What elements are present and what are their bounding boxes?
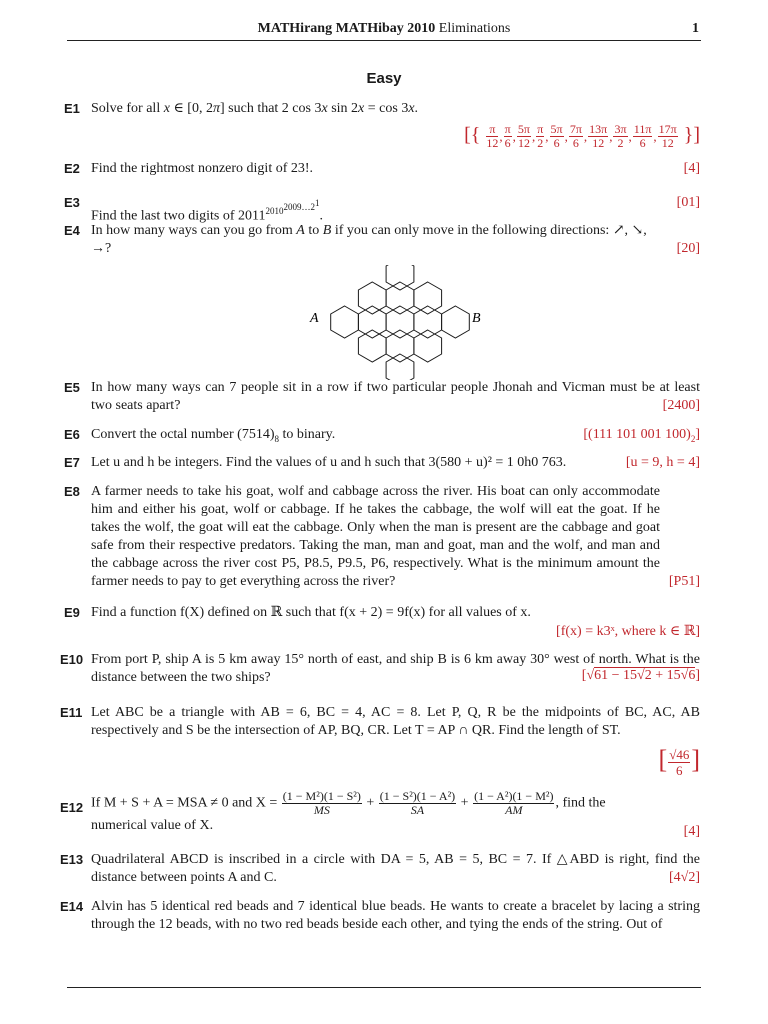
problem-e12 — [60, 789, 700, 839]
problem-text: In how many ways can 7 people sit in a row if two particular people Jhonah and Vicman must be at least two seats apart? — [91, 380, 700, 413]
problem-label: E8 — [64, 484, 80, 499]
problem-answer: [20] — [676, 241, 700, 256]
problem-answer: [4√2] — [668, 870, 700, 885]
problem-text: From port P, ship A is 5 km away 15° north of east, and ship B is 6 km away 30° west of north. What is the distance between the two ships? — [91, 652, 700, 685]
answer-fraction: $\frac{\pi}{12}$ — [486, 121, 499, 150]
problem-answer: [2400] — [662, 398, 700, 413]
problem-e13 — [60, 851, 700, 887]
problem-label: E2 — [64, 161, 80, 176]
answer-fraction: $\frac{\pi}{6}$ — [504, 121, 511, 150]
hexagon-cell — [386, 265, 414, 290]
problem-e14 — [60, 898, 700, 934]
problem-label: E14 — [60, 899, 84, 914]
hexagon-cell — [386, 330, 414, 362]
page-footer-rule — [67, 987, 701, 988]
hexagon-cell — [386, 354, 414, 380]
answer-fraction: $\frac{3\pi}{2}$ — [614, 121, 627, 150]
problem-text: In how many ways can you go from A to B if you can only move in the following directions: ↗, ↘, →? — [91, 223, 647, 256]
problem-label: E3 — [64, 195, 80, 210]
problem-answer: [f(x) = k3ˣ, where k ∈ ℝ] — [556, 624, 700, 639]
hexagon-cell — [414, 330, 442, 362]
answer-fraction: $\frac{5\pi}{12}$ — [517, 121, 530, 150]
problem-label: E4 — [64, 223, 80, 238]
problem-e10 — [60, 651, 700, 687]
hexagon-cell — [414, 282, 442, 314]
problem-text: Find a function f(X) defined on ℝ such that f(x + 2) = 9f(x) for all values of x. — [91, 605, 531, 620]
problem-label: E6 — [64, 427, 80, 442]
answer-fraction: $\frac{17\pi}{12}$ — [658, 121, 677, 150]
problem-e9 — [64, 604, 700, 639]
problem-text: Let ABC be a triangle with AB = 6, BC = 4, AC = 8. Let P, Q, R be the midpoints of BC, AC, AB respectively and S be the intersection of AP, BQ, CR. Let T = AP ∩ QR. Find the length of ST. — [91, 705, 700, 738]
problem-answer: [4] — [683, 161, 700, 176]
problem-answer: [ $\frac{√46}{6}$ ] — [658, 745, 700, 778]
problem-label: E5 — [64, 380, 80, 395]
hexagon-grid-diagram — [300, 265, 500, 380]
problem-answer: [P51] — [668, 574, 700, 589]
answer-fraction: $\frac{\pi}{2}$ — [537, 121, 544, 150]
hexagon-cell — [414, 306, 442, 338]
answer-fraction: $\frac{11\pi}{6}$ — [633, 121, 652, 150]
problem-e2 — [64, 160, 700, 178]
hexagon-cell — [358, 330, 386, 362]
problem-answer: [01] — [676, 195, 700, 210]
problem-e5 — [64, 379, 700, 415]
problem-e4 — [64, 222, 700, 258]
problem-text: Let u and h be integers. Find the values of u and h such that 3(580 + u)² = 1 0h0 763. — [91, 455, 567, 470]
problem-text: A farmer needs to take his goat, wolf and cabbage across the river. His boat can only accommodate him and either his goat, wolf or cabbage. If he takes the cabbage, the wolf will eat the goat. If he takes the wolf, the goat will eat the cabbage. Only when the man is present are the cabbage and goat safe from their respective predators. Taking the man, man and goat, man and the wolf, and man and the cabbage across the river cost P5, P8.5, P9.5, P6, respectively. What is the minimum amount the farmer needs to pay to get everything across the river? — [91, 484, 660, 589]
problem-text: Quadrilateral ABCD is inscribed in a circle with DA = 5, AB = 5, BC = 7. If △ABD is right, find the distance between points A and C. — [91, 852, 700, 885]
problem-e3 — [64, 194, 700, 226]
problem-text: Solve for all x ∈ [0, 2π] such that 2 cos 3x sin 2x = cos 3x. — [91, 101, 419, 116]
problem-text: If M + S + A = MSA ≠ 0 and X = $\frac{\text{(1 − M²)(1 − S²)}}{MS}$ + $\frac{\text{(1 − S²)(1 − A²)}}{SA}$ + $\frac{\text{(1 − A²)(1 − M²)}}{AM}$ , find the numerical value of X. — [91, 789, 606, 833]
problem-label: E12 — [60, 800, 84, 815]
hexagon-cell — [386, 282, 414, 314]
problem-label: E13 — [60, 852, 84, 867]
answer-fraction: $\frac{13\pi}{12}$ — [589, 121, 608, 150]
problem-text: Find the last two digits of $2011^{2010^{2009\dots 2^1}}$. — [91, 198, 323, 224]
problem-answer: [4] — [683, 824, 700, 839]
section-title: Easy — [366, 70, 402, 87]
page-number: 1 — [692, 21, 699, 36]
problem-label: E9 — [64, 605, 80, 620]
problem-text: Convert the octal number $(7514)_8$ to binary. — [91, 427, 336, 444]
problem-label: E1 — [64, 101, 80, 116]
problem-answer: [{ $\frac{\pi}{12}$ , $\frac{\pi}{6}$ , $\frac{5\pi}{12}$ , $\frac{\pi}{2}$ , $\frac{5\pi}{6}$ , $\frac{7\pi}{6}$ , $\frac{13\pi}{12}$ , $\frac{3\pi}{2}$ , $\frac{11\pi}{6}$ , $\frac{17\pi}{12}$ }] — [464, 121, 700, 150]
problem-label: E10 — [60, 652, 84, 667]
hexagon-cell — [331, 306, 359, 338]
problem-e11 — [60, 704, 700, 778]
point-a-label: A — [310, 311, 319, 326]
hexagon-cell — [358, 282, 386, 314]
answer-fraction: $\frac{7\pi}{6}$ — [569, 121, 582, 150]
problem-label: E7 — [64, 455, 80, 470]
problem-answer: [(111 101 001 $100)_2$] — [583, 427, 700, 444]
problem-e7 — [64, 454, 700, 472]
answer-fraction: $\frac{5\pi}{6}$ — [550, 121, 563, 150]
point-b-label: B — [472, 311, 481, 326]
hexagon-cell — [442, 306, 470, 338]
problem-e8 — [64, 483, 700, 591]
problem-text: Alvin has 5 identical red beads and 7 identical blue beads. He wants to create a bracelet by lacing a string through the 12 beads, with no two red beads beside each other, and tying the ends of the string. Out of — [91, 899, 700, 932]
header-title: MATHirang MATHibay 2010 Eliminations — [257, 21, 511, 36]
hexagon-cell — [386, 306, 414, 338]
problem-answer: [√61 − 15√2 + 15√6] — [581, 668, 700, 683]
problem-answer: [u = 9, h = 4] — [625, 455, 700, 470]
page-header — [67, 18, 701, 41]
problem-label: E11 — [60, 705, 83, 720]
hexagon-cell — [358, 306, 386, 338]
problem-e6 — [64, 426, 700, 448]
problem-e1 — [64, 100, 700, 150]
problem-text: Find the rightmost nonzero digit of 23!. — [91, 161, 314, 176]
